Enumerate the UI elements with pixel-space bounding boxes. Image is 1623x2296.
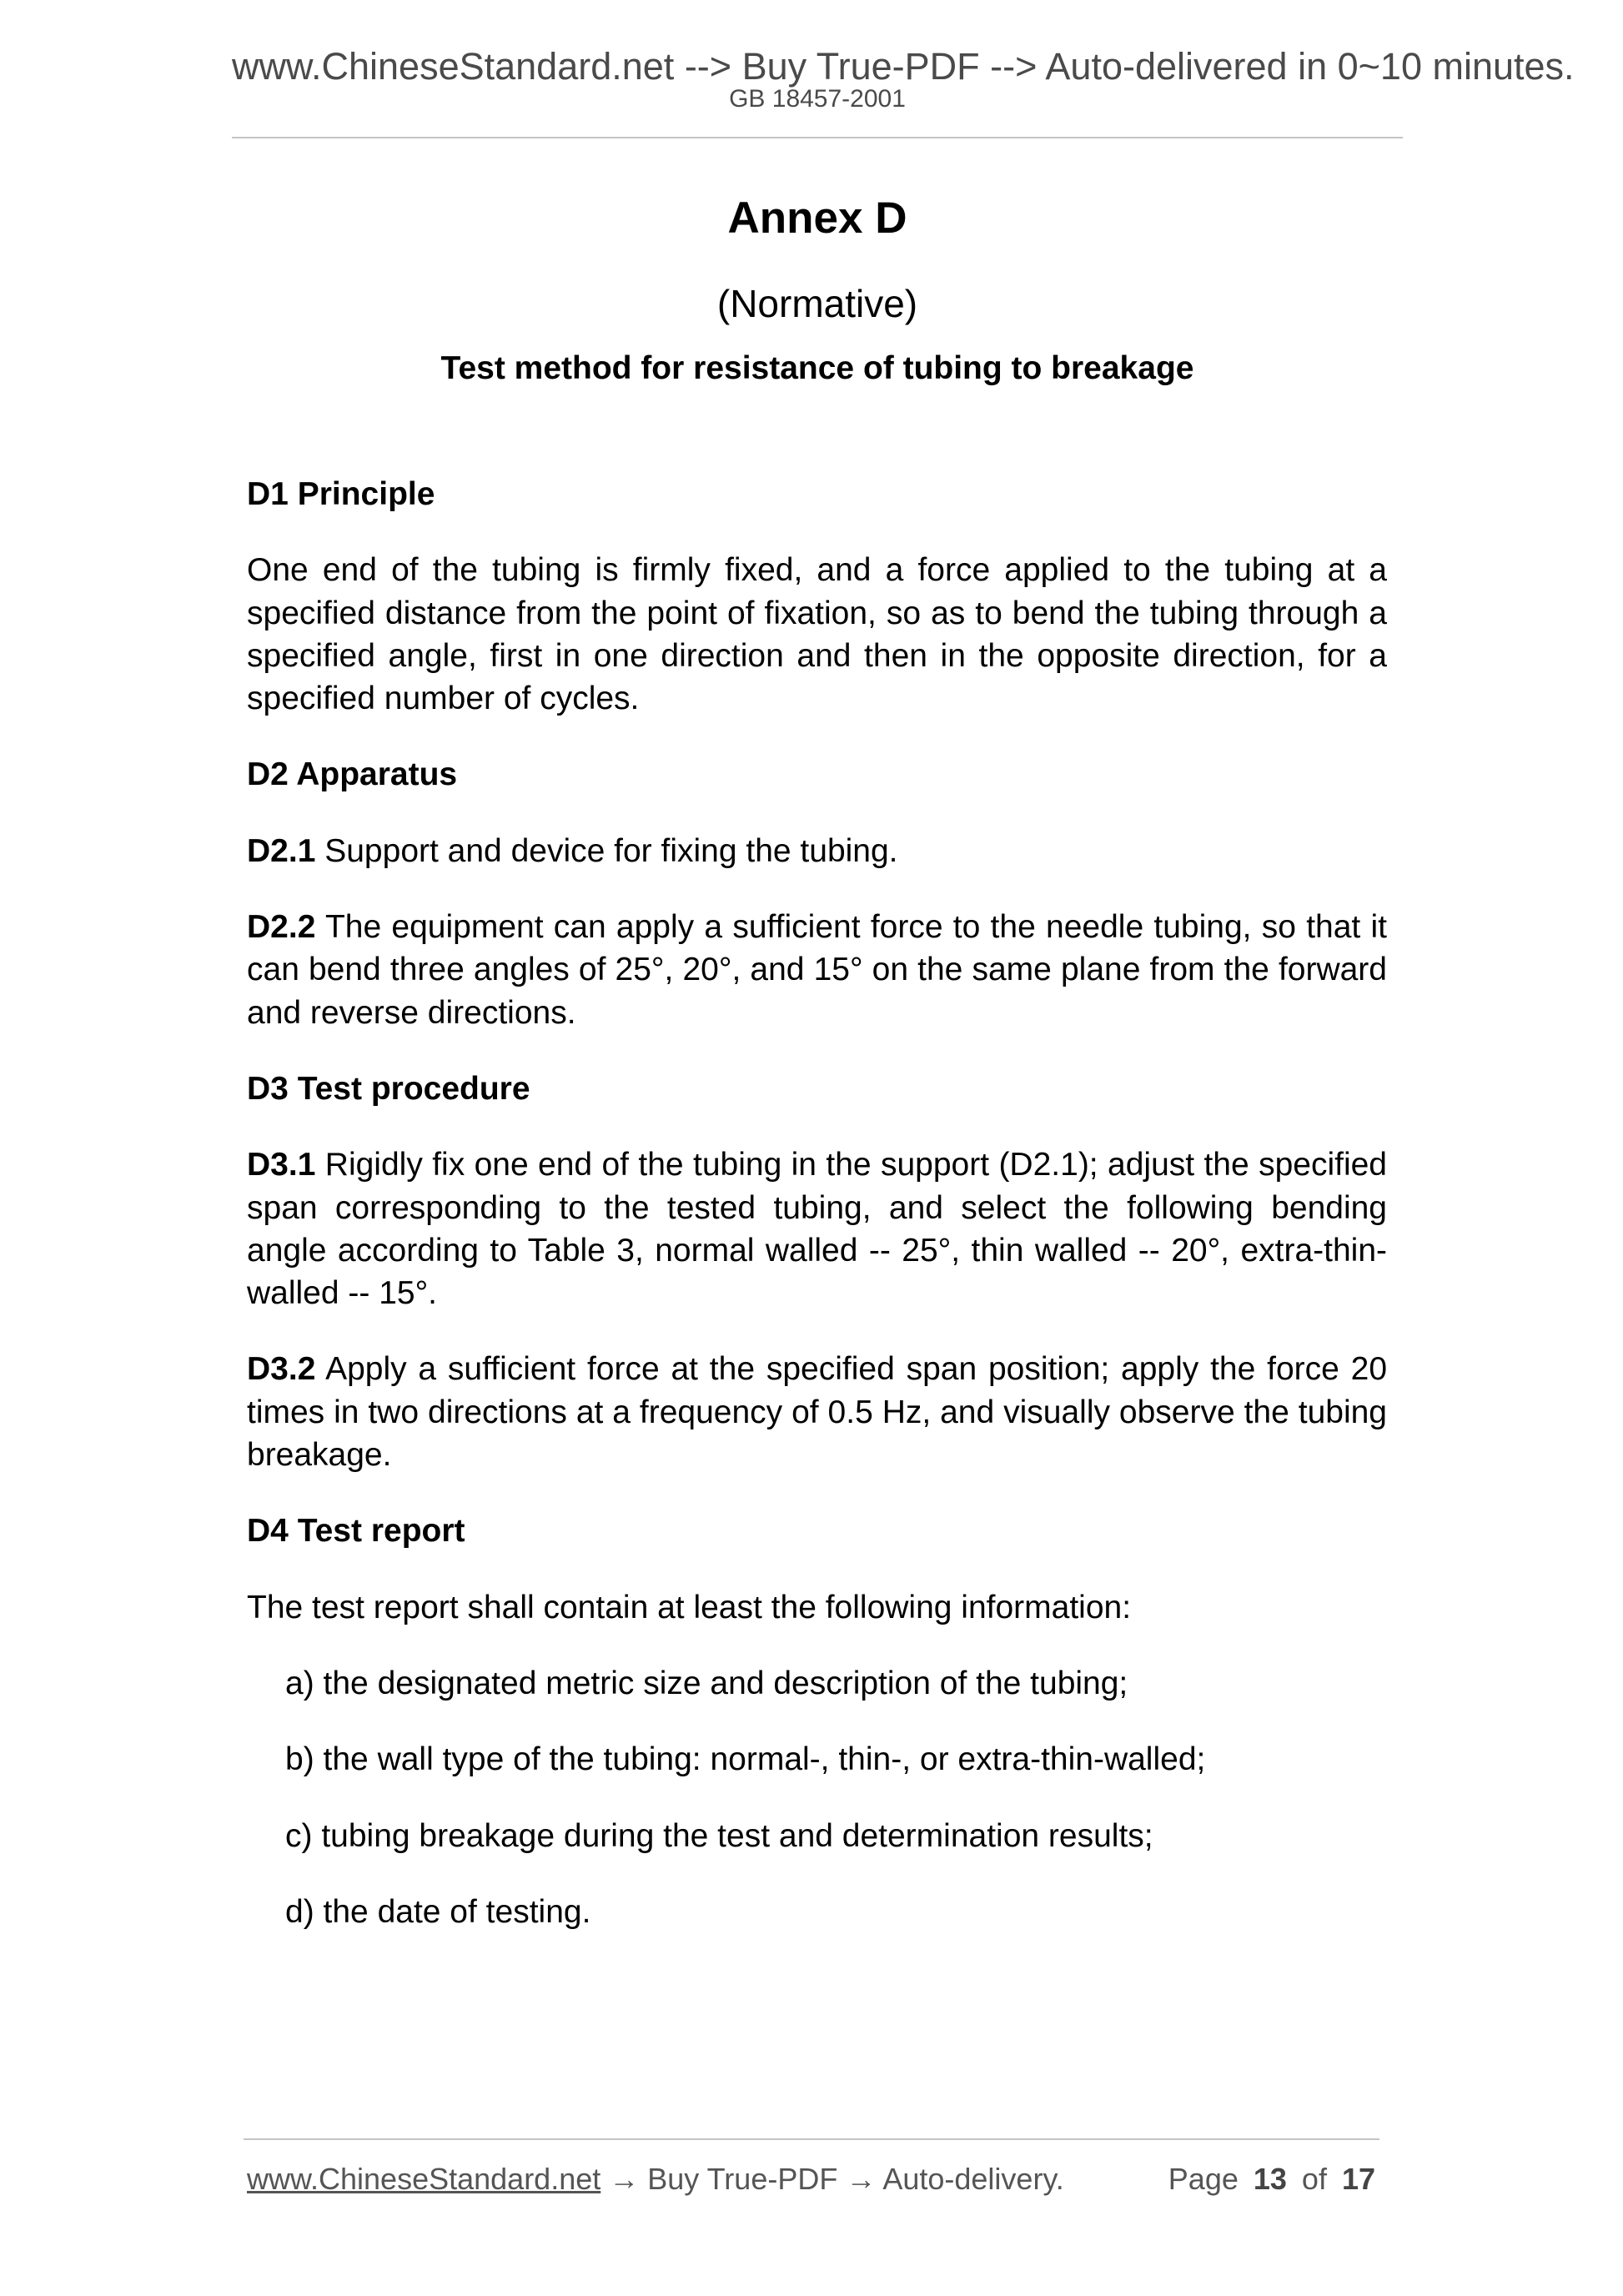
header-banner: www.ChineseStandard.net --> Buy True-PDF --> Auto-delivered in 0~10 minutes.: [232, 45, 1575, 88]
section-d4: [247, 1510, 1387, 1933]
clause-number: D2.1: [247, 832, 316, 869]
annex-status: (Normative): [716, 282, 918, 325]
clause-text: Rigidly fix one end of the tubing in the support (D2.1); adjust the specified span corresponding to the tested tubing, and select the following bending angle according to Table 3, normal walled -- 25°, thin walled -- 20°, extra-thin-walled -- 15°.: [247, 1147, 1387, 1312]
section-heading: D4 Test report: [247, 1513, 465, 1550]
page-label: Page: [1168, 2162, 1239, 2196]
section-d2: [247, 753, 1387, 1033]
clause-d2-1: [247, 830, 1387, 872]
clause-d2-2: [247, 906, 1387, 1034]
clause-d3-1: [247, 1143, 1387, 1314]
clause-number: D2.2: [247, 909, 316, 946]
page-total: 17: [1341, 2162, 1375, 2196]
footer-promo: [247, 2161, 1064, 2198]
clause-number: D3.2: [247, 1351, 316, 1388]
annex-title: Annex D: [727, 193, 907, 243]
annex-body: [247, 473, 1387, 1933]
footer-promo-text: → Buy True-PDF → Auto-delivery.: [609, 2162, 1064, 2196]
header-divider: [232, 137, 1403, 138]
page-current: 13: [1253, 2162, 1287, 2196]
section-heading: D2 Apparatus: [247, 756, 458, 793]
list-item: d) the date of testing.: [285, 1893, 591, 1930]
annex-subtitle: Test method for resistance of tubing to breakage: [440, 350, 1194, 386]
list-item: a) the designated metric size and description of the tubing;: [285, 1665, 1128, 1701]
page-footer: [247, 2161, 1375, 2198]
clause-text: Support and device for fixing the tubing.: [324, 832, 898, 869]
clause-number: D3.1: [247, 1147, 316, 1183]
footer-divider: [244, 2138, 1379, 2140]
document-code: GB 18457-2001: [729, 85, 906, 113]
section-d1: [247, 473, 1387, 720]
section-d3: [247, 1068, 1387, 1476]
page-number: [1168, 2161, 1375, 2198]
section-heading: D1 Principle: [247, 476, 435, 512]
footer-site-link[interactable]: www.ChineseStandard.net: [247, 2162, 601, 2196]
page-of-label: of: [1301, 2162, 1327, 2196]
list-item: b) the wall type of the tubing: normal-, thin-, or extra-thin-walled;: [285, 1741, 1206, 1778]
section-paragraph: One end of the tubing is firmly fixed, and a force applied to the tubing at a specified distance from the point of fixation, so as to bend the tubing through a specified angle, first in one direction and then in the opposite direction, for a specified number of cycles.: [247, 552, 1387, 717]
clause-d3-2: [247, 1348, 1387, 1476]
clause-text: The equipment can apply a sufficient force to the needle tubing, so that it can bend three angles of 25°, 20°, and 15° on the same plane from the forward and reverse directions.: [247, 909, 1387, 1031]
clause-text: Apply a sufficient force at the specified span position; apply the force 20 times in two directions at a frequency of 0.5 Hz, and visually observe the tubing breakage.: [247, 1351, 1388, 1474]
list-item: c) tubing breakage during the test and determination results;: [285, 1817, 1153, 1854]
report-intro: The test report shall contain at least the following information:: [247, 1589, 1132, 1625]
section-heading: D3 Test procedure: [247, 1070, 530, 1107]
